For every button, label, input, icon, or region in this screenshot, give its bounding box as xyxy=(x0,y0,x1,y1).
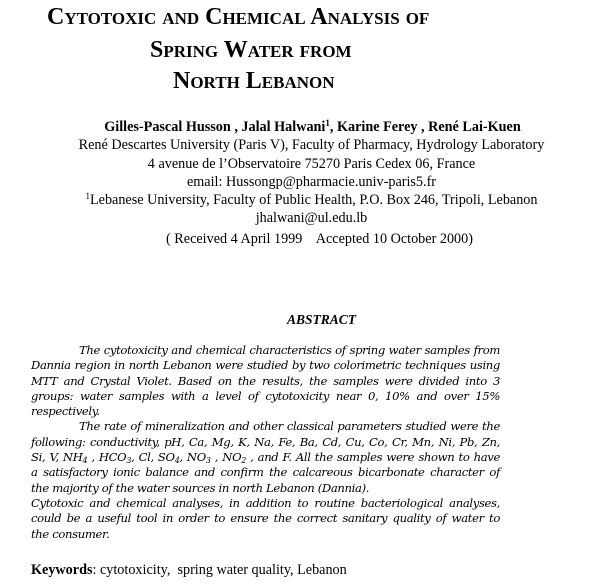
affiliation-2-text: Lebanese University, Faculty of Public Health, P.O. Box 246, Tripoli, Lebanon xyxy=(89,192,538,209)
abstract-line: MTT and Crystal Violet. Based on the results, the samples were divided into 3 xyxy=(31,373,500,388)
author-separator: , xyxy=(230,119,242,135)
abstract-line: Dannia region in north Lebanon were studied by two colorimetric techniques using xyxy=(31,358,500,373)
ions-text: , NO xyxy=(179,450,206,465)
affiliation-2-marker: 1 xyxy=(85,191,90,202)
affiliation-1-line-1: René Descartes University (Paris V), Faculty of Pharmacy, Hydrology Laboratory xyxy=(78,137,545,154)
subscript: 4 xyxy=(174,456,180,466)
abstract-heading: ABSTRACT xyxy=(286,312,357,327)
abstract-line: respectively. xyxy=(31,404,100,419)
ions-text: , and F. All the samples were shown to have xyxy=(245,450,501,465)
author-3: Karine Ferey xyxy=(336,119,418,135)
abstract-line: following: conductivity, pH, Ca, Mg, K, Na, Fe, Ba, Cd, Cu, Co, Cr, Mn, Ni, Pb, Zn, xyxy=(31,434,500,449)
author-separator: , xyxy=(329,119,337,135)
ions-text: , HCO xyxy=(87,450,127,465)
abstract-body xyxy=(31,343,500,542)
author-4: René Lai-Kuen xyxy=(428,119,521,135)
received-accepted-dates: ( Received 4 April 1999 Accepted 10 October 2000) xyxy=(166,231,473,247)
subscript: 3 xyxy=(205,456,211,466)
abstract-line: The cytotoxicity and chemical characteristics of spring water samples from xyxy=(79,343,500,357)
author-block xyxy=(0,118,607,228)
affiliation-2-email: jhalwani@ul.edu.lb xyxy=(255,210,368,227)
title-line-1: Cytotoxic and Chemical Analysis of xyxy=(47,4,430,30)
title-line-3: North Lebanon xyxy=(173,68,335,94)
abstract-line-ions xyxy=(31,450,500,465)
ions-text: Si, V, NH xyxy=(31,450,83,465)
affiliation-2 xyxy=(0,191,607,209)
abstract-line: Cytotoxic and chemical analyses, in addition to routine bacteriological analyses, xyxy=(31,495,500,510)
abstract-line: groups: water samples with a level of cytotoxicity near 0, 10% and over 15% xyxy=(31,388,500,403)
subscript: 4 xyxy=(82,456,88,466)
author-2-affiliation-marker: 1 xyxy=(325,118,330,128)
abstract-line: could be a useful tool in order to ensure the correct sanitary quality of water to xyxy=(31,511,500,526)
author-2: Jalal Halwani xyxy=(241,119,326,135)
author-1: Gilles-Pascal Husson xyxy=(104,119,231,135)
abstract-line: The rate of mineralization and other classical parameters studied were the xyxy=(79,419,500,434)
author-names xyxy=(0,118,607,136)
author-separator: , xyxy=(417,119,429,135)
affiliation-1-line-2: 4 avenue de l’Observatoire 75270 Paris Cedex 06, France xyxy=(147,155,476,172)
keywords-text: : cytotoxicity, spring water quality, Lebanon xyxy=(92,562,347,578)
ions-text: , Cl, SO xyxy=(131,450,175,465)
subscript: 2 xyxy=(241,456,246,466)
keywords xyxy=(31,562,347,579)
abstract-line: a satisfactory ionic balance and confirm the calcareous bicarbonate character of xyxy=(31,465,500,480)
keywords-label: Keywords xyxy=(31,562,93,578)
abstract-line: the majority of the water sources in north Lebanon (Dannia). xyxy=(31,480,370,495)
ions-text: , NO xyxy=(210,450,242,465)
subscript: 3 xyxy=(126,456,132,466)
affiliation-1-email: email: Hussongp@pharmacie.univ-paris5.fr xyxy=(186,173,437,190)
title-line-2: Spring Water from xyxy=(150,37,352,63)
abstract-line: the consumer. xyxy=(31,526,110,541)
